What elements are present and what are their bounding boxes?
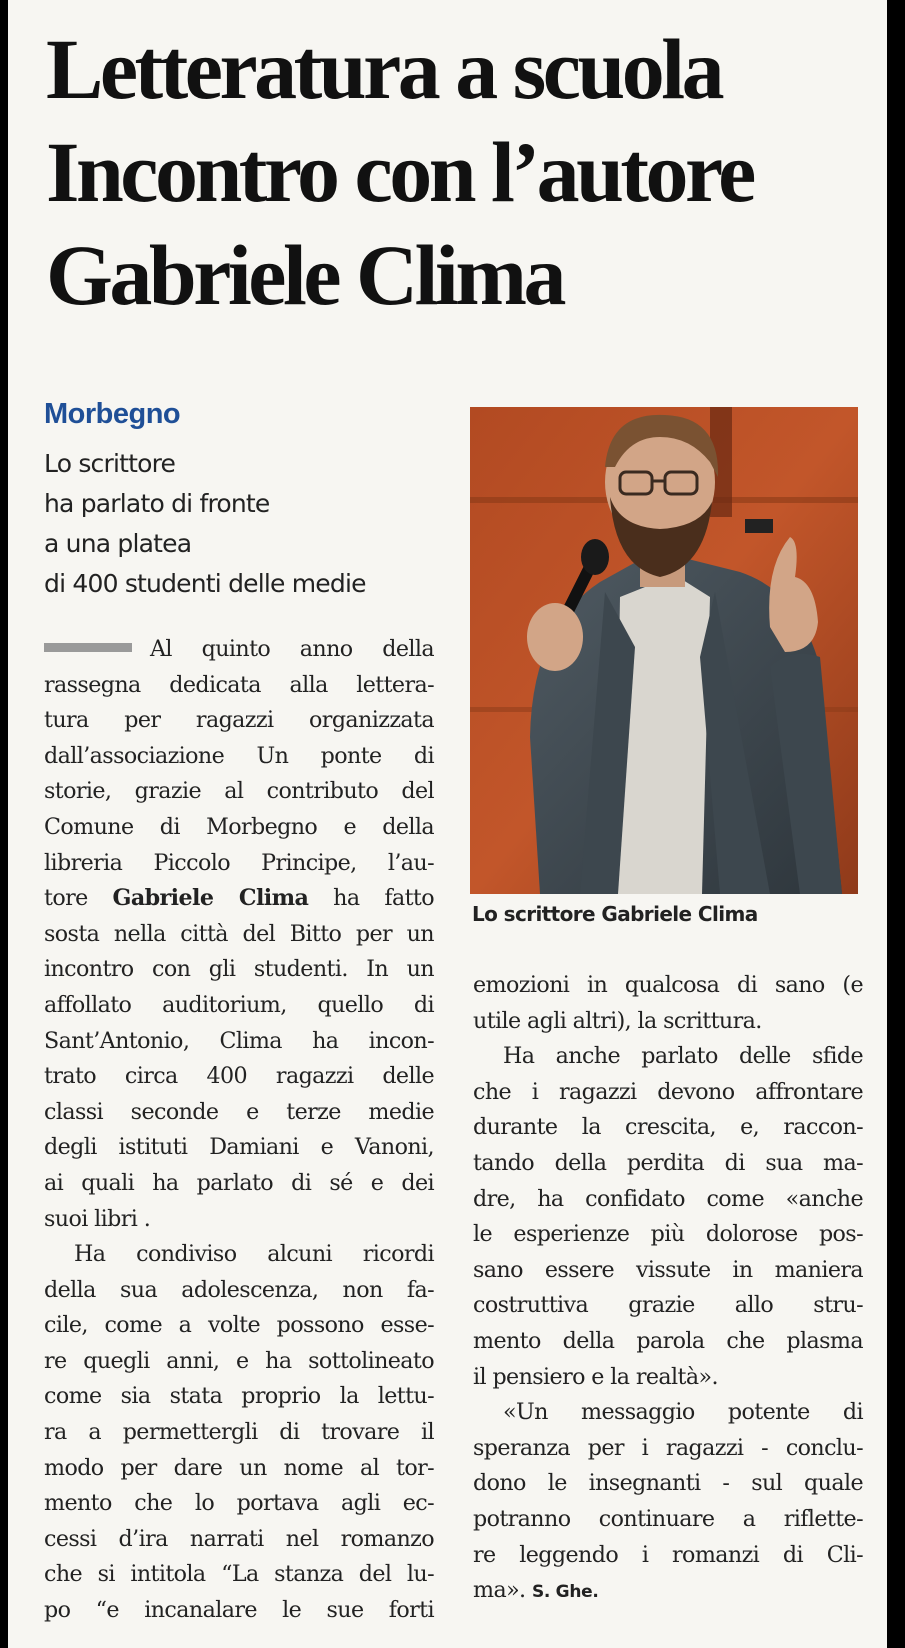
article-line: po “e incanalare le sue forti	[44, 1597, 434, 1624]
headline-line-1: Letteratura a scuola	[46, 21, 722, 117]
article-line: mento della parola che plasma	[473, 1327, 863, 1354]
article-line: che i ragazzi devono affrontare	[473, 1078, 863, 1105]
article-line: re quegli anni, e ha sottolineato	[44, 1347, 434, 1374]
summary-line: Lo scrittore	[44, 449, 176, 478]
article-line: tura per ragazzi organizzata	[44, 707, 434, 734]
article-line: della sua adolescenza, non fa-	[44, 1276, 434, 1303]
article-line: il pensiero e la realtà».	[473, 1363, 718, 1390]
article-line: potranno continuare a riflette-	[473, 1505, 863, 1532]
article-line: libreria Piccolo Principe, l’au-	[44, 849, 434, 876]
article-line: suoi libri .	[44, 1205, 151, 1232]
article-line: «Un messaggio potente di	[503, 1399, 863, 1426]
article-line: dono le insegnanti - sul quale	[473, 1470, 863, 1497]
article-column-2	[473, 968, 863, 1611]
article-line: incontro con gli studenti. In un	[44, 956, 434, 983]
article-line: che si intitola “La stanza del lu-	[44, 1561, 434, 1588]
article-line: cessi d’ira narrati nel romanzo	[44, 1525, 434, 1552]
article-line: modo per dare un nome al tor-	[44, 1454, 434, 1481]
article-line: trato circa 400 ragazzi delle	[44, 1063, 434, 1090]
headline-line-3: Gabriele Clima	[46, 227, 564, 323]
summary-line: a una platea	[44, 529, 192, 558]
summary	[44, 444, 434, 604]
article-line: Ha anche parlato delle sfide	[503, 1043, 863, 1070]
article-line: sosta nella città del Bitto per un	[44, 920, 434, 947]
article-line: storie, grazie al contributo del	[44, 778, 434, 805]
article-line: affollato auditorium, quello di	[44, 991, 434, 1018]
author-photo	[470, 407, 858, 894]
article-line: classi seconde e terze medie	[44, 1098, 434, 1125]
author-signature: S. Ghe.	[531, 1582, 599, 1603]
article-line: tore Gabriele Clima ha fatto	[44, 885, 434, 912]
article-line: costruttiva grazie allo stru-	[473, 1292, 863, 1319]
lead-bar	[44, 643, 132, 652]
article-line: speranza per i ragazzi - conclu-	[473, 1434, 863, 1461]
article-line: Comune di Morbegno e della	[44, 813, 434, 840]
article-line: ra a permettergli di trovare il	[44, 1419, 434, 1446]
photo-caption: Lo scrittore Gabriele Clima	[472, 902, 758, 926]
article-line: cile, come a volte possono esse-	[44, 1312, 434, 1339]
article-line: ma». S. Ghe.	[473, 1577, 599, 1604]
article-line: utile agli altri), la scrittura.	[473, 1007, 762, 1034]
article-line: tando della perdita di sua ma-	[473, 1149, 863, 1176]
article-line: Ha condiviso alcuni ricordi	[74, 1241, 434, 1268]
article-line: degli istituti Damiani e Vanoni,	[44, 1134, 434, 1161]
article-line: emozioni in qualcosa di sano (e	[473, 972, 863, 998]
article-line: dre, ha confidato come «anche	[473, 1185, 863, 1212]
article-line: re leggendo i romanzi di Cli-	[473, 1541, 863, 1568]
author-name: Gabriele Clima	[112, 885, 309, 912]
headline-line-2: Incontro con l’autore	[46, 124, 753, 220]
summary-line: di 400 studenti delle medie	[44, 569, 366, 598]
article-line: sano essere vissute in maniera	[473, 1256, 863, 1283]
article-line: rassegna dedicata alla lettera-	[44, 671, 434, 698]
article-line: Al quinto anno della	[44, 632, 434, 668]
article-line: le esperienze più dolorose pos-	[473, 1221, 863, 1248]
article-line: Sant’Antonio, Clima ha incon-	[44, 1027, 434, 1054]
headline	[46, 18, 866, 327]
article-line: ai quali ha parlato di sé e dei	[44, 1169, 434, 1196]
article-line: dall’associazione Un ponte di	[44, 742, 434, 769]
article-line: durante la crescita, e, raccon-	[473, 1114, 863, 1141]
location-label: Morbegno	[44, 398, 181, 430]
article-line: mento che lo portava agli ec-	[44, 1490, 434, 1517]
author-photo-image	[470, 407, 858, 894]
article-line: come sia stata proprio la lettu-	[44, 1383, 434, 1410]
article-column-1	[44, 632, 434, 1629]
summary-line: ha parlato di fronte	[44, 489, 270, 518]
